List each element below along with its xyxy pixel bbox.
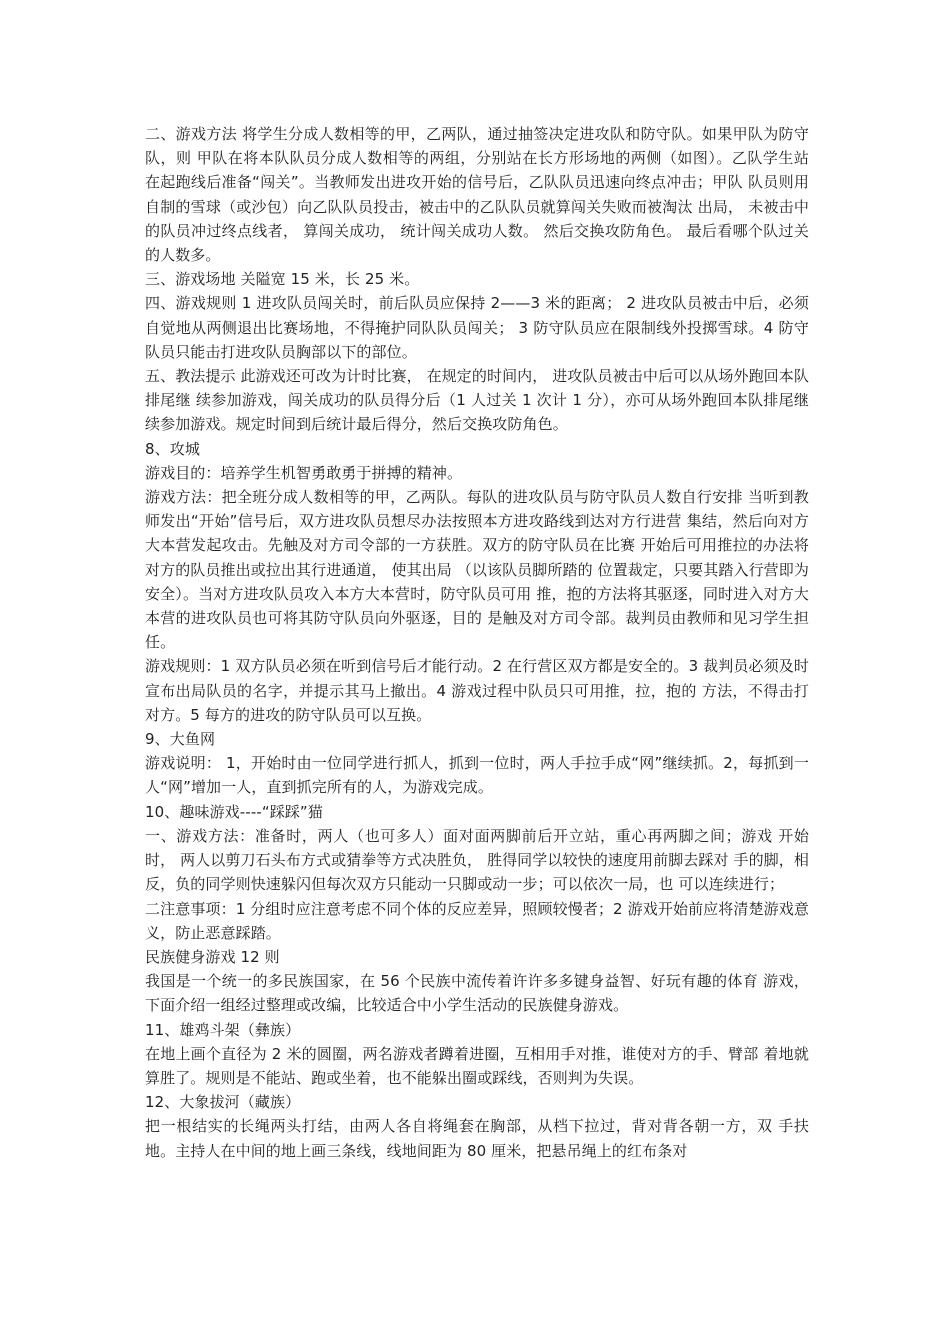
paragraph-siege-purpose: 游戏目的：培养学生机智勇敢勇于拼搏的精神。 <box>145 463 463 482</box>
paragraph-teaching-tips: 五、教法提示 此游戏还可改为计时比赛， 在规定的时间内， 进攻队员被击中后可以从场外跑回本队排尾继 续参加游戏，闯关成功的队员得分后（1 人过关 1 次计 1 分），亦可从场外跑回本队排尾继 续参加游戏。规定时间到后统计最后得分，然后交换攻防角色。 <box>145 367 809 434</box>
paragraph-siege-rules: 游戏规则：1 双方队员必须在听到信号后才能行动。2 在行营区双方都是安全的。3 裁判员必须及时宣布出局队员的名字，并提示其马上撤出。4 游戏过程中队员只可用推，拉，抱的 方法，不得击打对方。5 每方的进攻的防守队员可以互换。 <box>145 657 809 724</box>
paragraph-step-cat-method: 一、游戏方法：准备时，两人（也可多人）面对面两脚前后开立站，重心再两脚之间；游戏 开始时， 两人以剪刀石头布方式或猜拳等方式决胜负， 胜得同学以较快的速度用前脚去踩对 手的脚，相反，负的同学则快速躲闪但每次双方只能动一只脚或动一步；可以依次一局，也 可以连续进行； <box>145 826 809 894</box>
paragraph-elephant-tug: 把一根结实的长绳两头打结，由两人各自将绳套在胸部，从档下拉过，背对背各朝一方，双 手扶地。主持人在中间的地上画三条线，线地间距为 80 厘米，把悬吊绳上的红布条对 <box>145 1117 809 1160</box>
paragraph-game-field: 三、游戏场地 关隘宽 15 米，长 25 米。 <box>145 270 420 289</box>
document-body <box>145 122 809 1163</box>
section-heading-big-fishnet: 9、大鱼网 <box>145 730 216 749</box>
paragraph-step-cat-notes: 二注意事项：1 分组时应注意考虑不同个体的反应差异，照顾较慢者；2 游戏开始前应将清楚游戏意义，防止恶意踩踏。 <box>145 899 809 942</box>
paragraph-siege-method: 游戏方法：把全班分成人数相等的甲，乙两队。每队的进攻队员与防守队员人数自行安排 当听到教师发出“开始”信号后，双方进攻队员想尽办法按照本方进攻路线到达对方行进营 集结，然后向对方大本营发起攻击。先触及对方司令部的一方获胜。双方的防守队员在比赛 开始后可用推拉的办法将对方的队员推出或拉出其行进通道， 使其出局 （以该队员脚所踏的 位置裁定，只要其踏入行营即为安全）。当对方进攻队员攻入本方大本营时，防守队员可用 推，抱的方法将其驱逐，同时进入对方大本营的进攻队员也可将其防守队员向外驱逐，目的 是触及对方司令部。裁判员由教师和见习学生担任。 <box>145 488 809 652</box>
paragraph-game-rules: 四、游戏规则 1 进攻队员闯关时，前后队员应保持 2——3 米的距离； 2 进攻队员被击中后，必须自觉地从两侧退出比赛场地，不得掩护同队队员闯关； 3 防守队员应在限制线外投掷雪球。4 防守队员只能击打进攻队员胸部以下的部位。 <box>145 294 809 361</box>
paragraph-game-method: 二、游戏方法 将学生分成人数相等的甲，乙两队，通过抽签决定进攻队和防守队。如果甲队为防守队，则 甲队在将本队队员分成人数相等的两组，分别站在长方形场地的两侧（如图）。乙队学生站 在起跑线后准备“闯关”。当教师发出进攻开始的信号后，乙队队员迅速向终点冲击；甲队 队员则用自制的雪球（或沙包）向乙队队员投击，被击中的乙队队员就算闯关失败而被淘汰 出局， 未被击中的队员冲过终点线者， 算闯关成功， 统计闯关成功人数。 然后交换攻防角色。 最后看哪个队过关的人数多。 <box>145 125 809 265</box>
paragraph-ethnic-intro: 我国是一个统一的多民族国家，在 56 个民族中流传着许许多多键身益智、好玩有趣的体育 游戏，下面介绍一组经过整理或改编，比较适合中小学生活动的民族健身游戏。 <box>145 972 809 1015</box>
paragraph-fishnet-description: 游戏说明： 1，开始时由一位同学进行抓人，抓到一位时，两人手拉手成“网”继续抓。2，每抓到一人“网”增加一人，直到抓完所有的人，为游戏完成。 <box>145 754 809 797</box>
section-heading-siege: 8、攻城 <box>145 439 200 458</box>
section-heading-elephant-tug: 12、大象拔河（藏族） <box>145 1093 301 1112</box>
section-heading-step-cat: 10、趣味游戏----“踩踩”猫 <box>145 802 323 821</box>
section-heading-rooster-fight: 11、雄鸡斗架（彝族） <box>145 1020 301 1039</box>
paragraph-rooster-fight: 在地上画个直径为 2 米的圆圈，两名游戏者蹲着进圈，互相用手对推，谁使对方的手、臂部 着地就算胜了。规则是不能站、跑或坐着，也不能躲出圈或踩线，否则判为失误。 <box>145 1044 809 1087</box>
section-heading-ethnic-games: 民族健身游戏 12 则 <box>145 947 280 966</box>
